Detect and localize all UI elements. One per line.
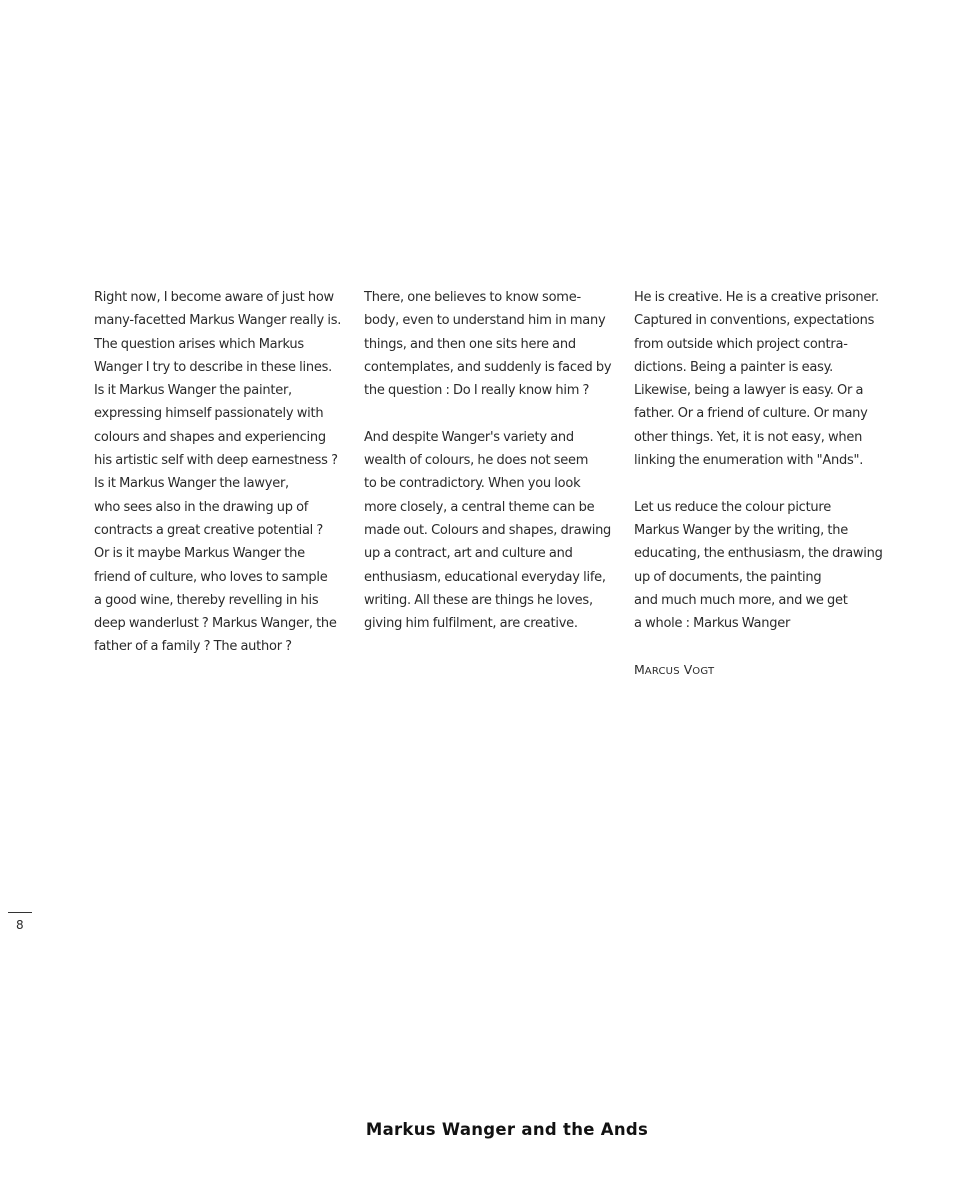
text-line: the question : Do I really know him ? — [364, 383, 590, 399]
text-line: and much much more, and we get — [634, 592, 848, 608]
text-line: who sees also in the drawing up of — [94, 499, 309, 515]
text-line: contracts a great creative potential ? — [94, 522, 324, 538]
text-line: expressing himself passionately with — [94, 406, 324, 422]
text-line: writing. All these are things he loves, — [364, 592, 593, 608]
text-line: wealth of colours, he does not seem — [364, 453, 589, 469]
page-number: 8 — [16, 918, 24, 932]
signature-last-rest: OGT — [692, 666, 715, 677]
text-line: linking the enumeration with "Ands". — [634, 453, 864, 469]
text-line: deep wanderlust ? Markus Wanger, the — [94, 616, 337, 632]
text-column-1 — [94, 286, 344, 659]
text-line: father. Or a friend of culture. Or many — [634, 406, 868, 422]
text-line: things, and then one sits here and — [364, 336, 576, 352]
signature-first-rest: ARCUS — [644, 666, 680, 677]
text-line: from outside which project contra- — [634, 336, 848, 352]
text-column-2 — [364, 286, 614, 635]
signature-first-initial: M — [634, 662, 645, 677]
text-line: other things. Yet, it is not easy, when — [634, 429, 863, 445]
text-line: to be contradictory. When you look — [364, 476, 581, 492]
text-line: a good wine, thereby revelling in his — [94, 592, 319, 608]
text-line: colours and shapes and experiencing — [94, 429, 326, 445]
text-line: body, even to understand him in many — [364, 313, 606, 329]
text-line: The question arises which Markus — [94, 336, 304, 352]
text-line: contemplates, and suddenly is faced by — [364, 359, 612, 375]
text-line: Likewise, being a lawyer is easy. Or a — [634, 383, 864, 399]
running-footer-title — [0, 1120, 976, 1139]
text-line: There, one believes to know some- — [364, 290, 581, 305]
signature-last-initial: V — [683, 662, 693, 677]
text-line: giving him fulfilment, are creative. — [364, 616, 578, 632]
text-line: Wanger I try to describe in these lines. — [94, 359, 332, 375]
text-line: up a contract, art and culture and — [364, 546, 573, 562]
text-line: enthusiasm, educational everyday life, — [364, 569, 606, 585]
page-number-rule — [8, 912, 32, 913]
text-line: And despite Wanger's variety and — [364, 429, 574, 445]
text-line: Let us reduce the colour picture — [634, 499, 831, 515]
text-line: Or is it maybe Markus Wanger the — [94, 546, 305, 562]
text-line: dictions. Being a painter is easy. — [634, 359, 834, 375]
text-line: a whole : Markus Wanger — [634, 616, 791, 632]
text-line: up of documents, the painting — [634, 569, 822, 585]
paragraph-break — [634, 472, 894, 495]
paragraph-break — [364, 402, 614, 425]
author-signature — [634, 660, 714, 682]
text-line: educating, the enthusiasm, the drawing — [634, 546, 883, 562]
text-column-3 — [634, 286, 894, 635]
text-line: father of a family ? The author ? — [94, 639, 292, 655]
text-line: Captured in conventions, expectations — [634, 313, 875, 329]
text-line: Right now, I become aware of just how — [94, 290, 334, 305]
text-line: Markus Wanger by the writing, the — [634, 522, 848, 538]
text-line: many-facetted Markus Wanger really is. — [94, 313, 342, 329]
text-line: more closely, a central theme can be — [364, 499, 595, 515]
text-line: friend of culture, who loves to sample — [94, 569, 328, 585]
text-line: He is creative. He is a creative prisoner. — [634, 290, 879, 305]
text-line: Is it Markus Wanger the painter, — [94, 383, 292, 399]
text-line: Is it Markus Wanger the lawyer, — [94, 476, 289, 492]
text-line: his artistic self with deep earnestness ? — [94, 453, 338, 469]
footer-title-text: Markus Wanger and the Ands — [365, 1120, 649, 1139]
text-line: made out. Colours and shapes, drawing — [364, 522, 612, 538]
